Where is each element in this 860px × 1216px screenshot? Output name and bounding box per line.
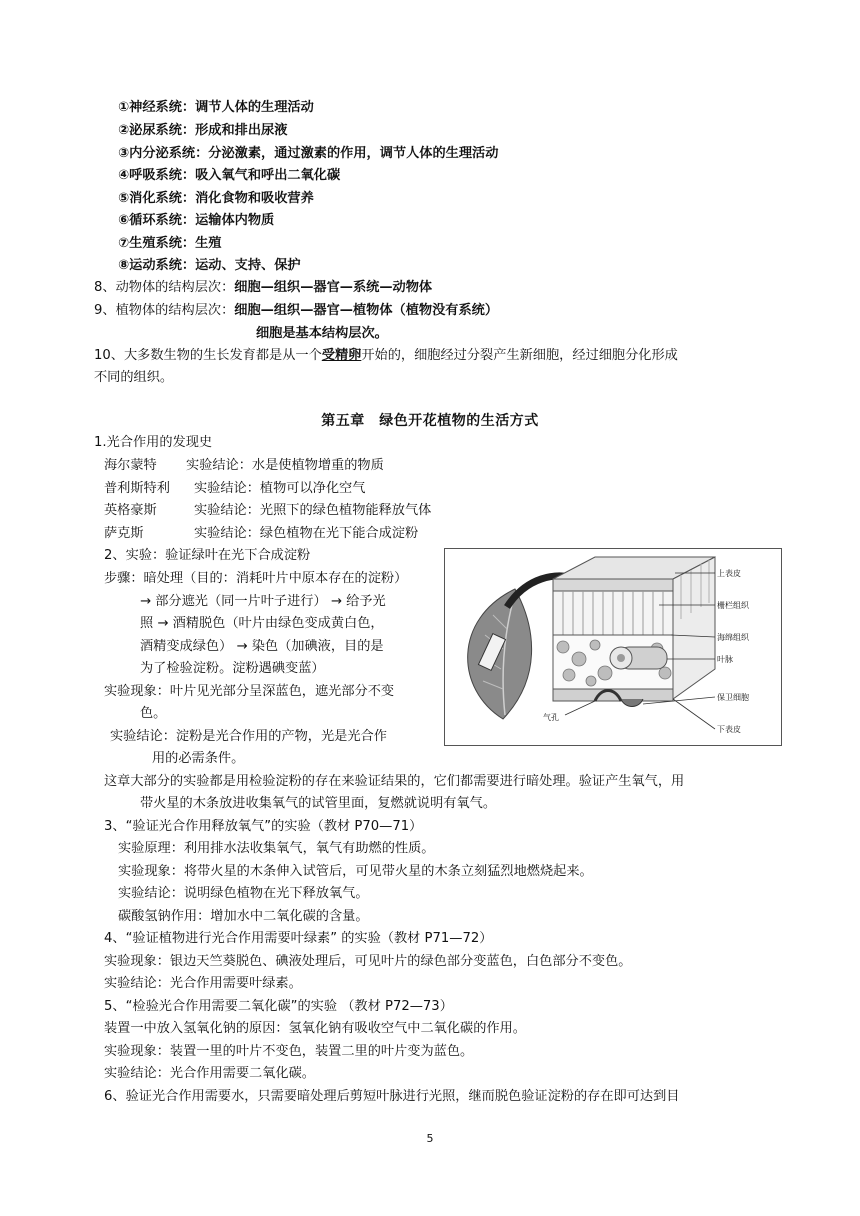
exp2-note: 这章大部分的实验都是用检验淀粉的存在来验证结果的，它们都需要进行暗处理。验证产生氧气，用 (104, 774, 685, 789)
leaf-illustration (468, 589, 532, 719)
item6-line: 6、验证光合作用需要水，只需要暗处理后剪短叶脉进行光照，继而脱色验证淀粉的存在即可达到目 (104, 1089, 680, 1104)
exp2-phenomenon-cont: 色。 (140, 706, 167, 721)
system-item: ②泌尿系统：形成和排出尿液 (118, 123, 288, 138)
scientist-name: 海尔蒙特 (104, 458, 157, 473)
exp3-line: 实验现象：将带火星的木条伸入试管后，可见带火星的木条立刻猛烈地燃烧起来。 (118, 864, 593, 879)
exp3-line: 实验原理：利用排水法收集氧气，氧气有助燃的性质。 (118, 841, 435, 856)
leaf-cross-section-figure (444, 548, 782, 746)
item8-prefix: 8、动物体的结构层次： (94, 280, 235, 295)
exp2-conclusion: 实验结论：淀粉是光合作用的产物，光是光合作 (110, 729, 387, 744)
exp2-step: 步骤：暗处理（目的：消耗叶片中原本存在的淀粉） (104, 571, 408, 586)
item8-value: 细胞—组织—器官—系统—动物体 (234, 280, 433, 295)
vein-bundle (610, 647, 667, 669)
item10-before: 10、大多数生物的生长发育都是从一个 (94, 348, 322, 363)
exp4-line: 实验结论：光合作用需要叶绿素。 (104, 976, 302, 991)
basic-level-note: 细胞是基本结构层次。 (256, 326, 388, 341)
label-stoma: 气孔 (543, 713, 559, 722)
exp2-note-cont: 带火星的木条放进收集氧气的试管里面，复燃就说明有氧气。 (140, 796, 497, 811)
scientist-name: 普利斯特利 (104, 481, 170, 496)
exp5-line: 装置一中放入氢氧化钠的原因：氢氧化钠有吸收空气中二氧化碳的作用。 (104, 1021, 526, 1036)
scientist-conclusion: 实验结论：水是使植物增重的物质 (186, 458, 384, 473)
exp2-conclusion-cont: 用的必需条件。 (152, 751, 245, 766)
item10-line2: 不同的组织。 (94, 370, 174, 385)
system-item: ①神经系统：调节人体的生理活动 (118, 100, 314, 115)
scientist-conclusion: 实验结论：绿色植物在光下能合成淀粉 (194, 526, 419, 541)
label-palisade: 栅栏组织 (717, 601, 749, 610)
label-spongy: 海绵组织 (717, 633, 749, 642)
system-item: ⑥循环系统：运输体内物质 (118, 213, 275, 228)
leaf-diagram (445, 549, 781, 745)
discovery-heading: 1.光合作用的发现史 (94, 435, 213, 450)
exp2-step: 酒精变成绿色） → 染色（加碘液，目的是 (140, 639, 384, 654)
system-item: ⑦生殖系统：生殖 (118, 236, 222, 251)
exp5-heading: 5、“检验光合作用需要二氧化碳”的实验 （教材 P72—73） (104, 999, 453, 1014)
system-item: ⑧运动系统：运动、支持、保护 (118, 258, 301, 273)
system-item: ④呼吸系统：吸入氧气和呼出二氧化碳 (118, 168, 341, 183)
page-number: 5 (426, 1132, 434, 1145)
exp2-phenomenon: 实验现象：叶片见光部分呈深蓝色，遮光部分不变 (104, 684, 395, 699)
system-item: ⑤消化系统：消化食物和吸收营养 (118, 191, 314, 206)
exp2-heading: 2、实验：验证绿叶在光下合成淀粉 (104, 548, 311, 563)
item10-line1 (94, 346, 678, 366)
label-lower-epidermis: 下表皮 (717, 725, 741, 734)
fertilized-egg-keyword: 受精卵 (321, 348, 362, 363)
item9-prefix: 9、植物体的结构层次： (94, 303, 235, 318)
exp4-line: 实验现象：银边天竺葵脱色、碘液处理后，可见叶片的绿色部分变蓝色，白色部分不变色。 (104, 954, 632, 969)
scientist-name: 英格豪斯 (104, 503, 157, 518)
label-guard-cell: 保卫细胞 (717, 693, 749, 702)
tissue-block (553, 557, 715, 707)
exp2-step: 照 → 酒精脱色（叶片由绿色变成黄白色， (140, 616, 384, 631)
exp3-line: 实验结论：说明绿色植物在光下释放氧气。 (118, 886, 369, 901)
exp2-step: → 部分遮光（同一片叶子进行） → 给予光 (140, 594, 386, 609)
exp5-line: 实验结论：光合作用需要二氧化碳。 (104, 1066, 315, 1081)
system-item: ③内分泌系统：分泌激素，通过激素的作用，调节人体的生理活动 (118, 146, 499, 161)
exp4-heading: 4、“验证植物进行光合作用需要叶绿素” 的实验（教材 P71—72） (104, 931, 493, 946)
exp3-heading: 3、“验证光合作用释放氧气”的实验（教材 P70—71） (104, 819, 423, 834)
animal-structure-levels (94, 278, 432, 298)
label-vein: 叶脉 (717, 655, 733, 664)
scientist-name: 萨克斯 (104, 526, 144, 541)
exp3-line: 碳酸氢钠作用：增加水中二氧化碳的含量。 (118, 909, 369, 924)
item9-value: 细胞—组织—器官—植物体（植物没有系统） (234, 303, 499, 318)
label-upper-epidermis: 上表皮 (717, 569, 741, 578)
scientist-conclusion: 实验结论：植物可以净化空气 (194, 481, 366, 496)
chapter-title: 第五章 绿色开花植物的生活方式 (321, 413, 539, 429)
scientist-conclusion: 实验结论：光照下的绿色植物能释放气体 (194, 503, 432, 518)
exp5-line: 实验现象：装置一里的叶片不变色，装置二里的叶片变为蓝色。 (104, 1044, 474, 1059)
plant-structure-levels (94, 301, 498, 321)
item10-after: 开始的，细胞经过分裂产生新细胞，经过细胞分化形成 (361, 348, 678, 363)
exp2-step: 为了检验淀粉。淀粉遇碘变蓝） (140, 661, 325, 676)
